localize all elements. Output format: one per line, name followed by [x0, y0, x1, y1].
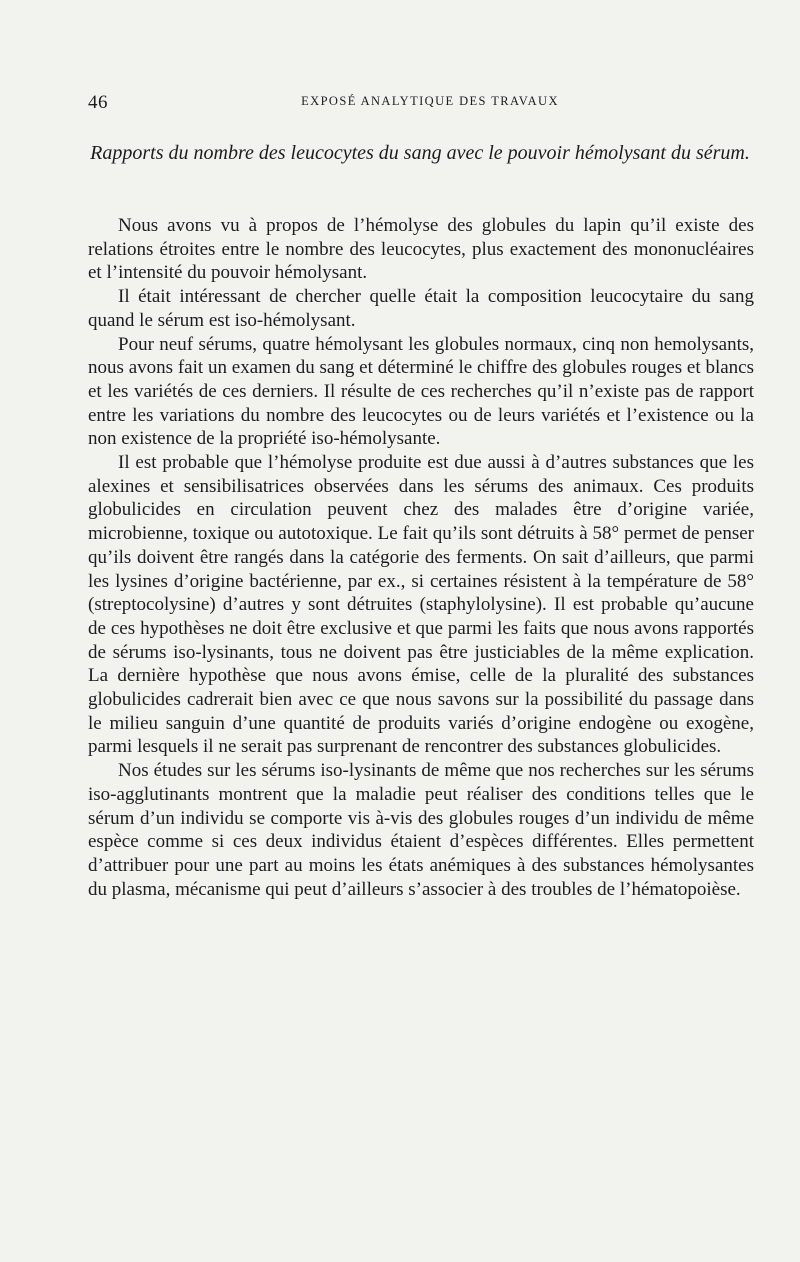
section-title: Rapports du nombre des leucocytes du sang avec le pouvoir hémolysant du sérum. — [90, 142, 750, 164]
paragraph: Il est probable que l’hémolyse produite est due aussi à d’autres substances que les alexines et sensibilisatrices observées dans les sérums des animaux. Ces produits globulicides en circulation peuvent chez des malades être d’origine variée, microbienne, toxique ou autotoxique. Le fait qu’ils sont détruits à 58° permet de penser qu’ils doivent être rangés dans la catégorie des ferments. On sait d’ailleurs, que parmi les lysines d’origine bactérienne, par ex., si certaines résistent à la température de 58° (streptocolysine) d’autres y sont détruites (staphylolysine). Il est probable qu’aucune de ces hypothèses ne doit être exclusive et que parmi les faits que nous avons rapportés de sérums iso-lysinants, tous ne doivent pas être justiciables de la même explication. La dernière hypothèse que nous avons émise, celle de la pluralité des substances globulicides cadrerait bien avec ce que nous savons sur la possibilité du passage dans le milieu sanguin d’une quantité de produits variés d’origine endogène ou exogène, parmi lesquels il ne serait pas surprenant de rencontrer des substances globulicides. — [88, 452, 754, 758]
paragraph: Nous avons vu à propos de l’hémolyse des globules du lapin qu’il existe des relations étroites entre le nombre des leucocytes, plus exactement des mononucléaires et l’intensité du pouvoir hémolysant. — [88, 215, 754, 284]
body-text — [88, 214, 754, 901]
paragraph: Il était intéressant de chercher quelle était la composition leucocytaire du sang quand le sérum est iso-hémolysant. — [88, 286, 754, 331]
running-head: EXPOSÉ ANALYTIQUE DES TRAVAUX — [301, 94, 559, 108]
paragraph: Nos études sur les sérums iso-lysinants de même que nos recherches sur les sérums iso-agglutinants montrent que la maladie peut réaliser des conditions telles que le sérum d’un individu se comporte vis à-vis des globules rouges d’un individu de même espèce comme si ces deux individus étaient d’espèces différentes. Elles permettent d’attribuer pour une part au moins les états anémiques à des substances hémolysantes du plasma, mécanisme qui peut d’ailleurs s’associer à des troubles de l’hématopoièse. — [88, 760, 754, 900]
page-number: 46 — [88, 92, 108, 113]
paragraph: Pour neuf sérums, quatre hémolysant les globules normaux, cinq non hemolysants, nous avons fait un examen du sang et déterminé le chiffre des globules rouges et blancs et les variétés de ces derniers. Il résulte de ces recherches qu’il n’existe pas de rapport entre les variations du nombre des leucocytes ou de leurs variétés et l’existence ou la non existence de la propriété iso-hémolysante. — [88, 333, 754, 450]
